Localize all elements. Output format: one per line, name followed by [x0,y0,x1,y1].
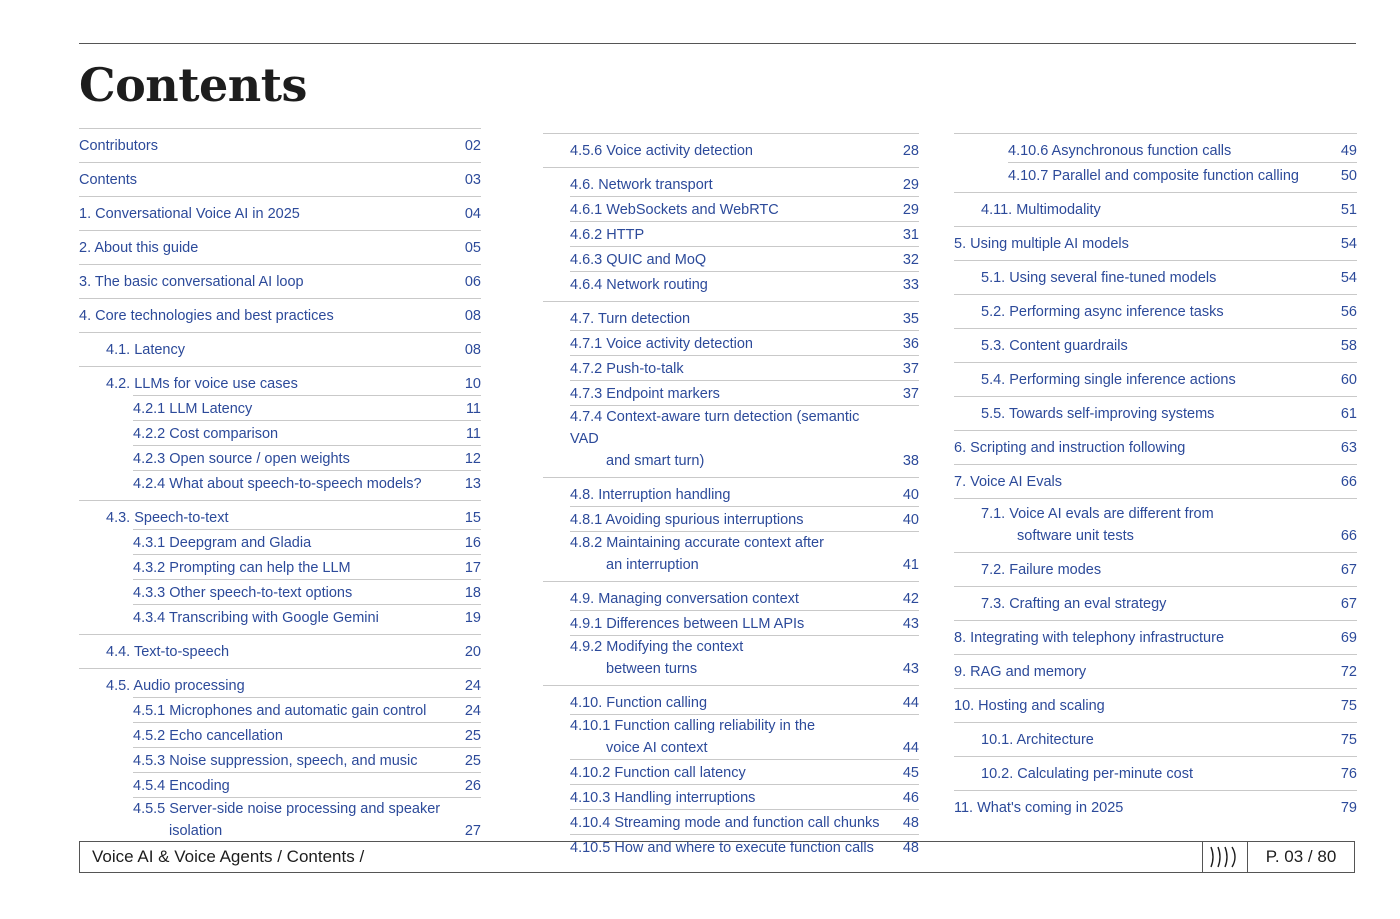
toc-entry[interactable] [570,355,919,380]
toc-entry-page: 63 [1340,440,1357,456]
toc-entry[interactable] [981,367,1357,391]
toc-entry-page: 18 [464,585,481,601]
toc-entry-page: 42 [902,591,919,607]
toc-entry-title: 4.2. LLMs for voice use cases [106,376,298,392]
toc-entry-title: 7. Voice AI Evals [954,474,1063,490]
toc-entry[interactable] [570,246,919,271]
toc-entry-page: 11 [465,401,481,417]
toc-entry-title: 2. About this guide [79,240,199,256]
toc-entry[interactable] [133,747,481,772]
page-number: P. 03 / 80 [1265,847,1337,866]
toc-entry-page: 29 [902,202,919,218]
toc-entry-title: 4.8.1 Avoiding spurious interruptions [570,512,804,528]
toc-entry-page: 48 [902,840,919,856]
toc-entry[interactable] [570,221,919,246]
toc-entry-page: 75 [1340,698,1357,714]
toc-entry-page: 40 [902,487,919,503]
toc-entry-title: 4.6.4 Network routing [570,277,708,293]
toc-entry-page: 41 [902,557,919,573]
toc-group [954,654,1357,688]
toc-entry-title: 4.1. Latency [106,342,185,358]
toc-entry-page: 19 [464,610,481,626]
toc-entry-page: 44 [902,740,919,756]
toc-entry-page: 26 [464,778,481,794]
toc-group [543,685,919,864]
toc-entry[interactable] [1008,162,1357,187]
toc-entry-page: 56 [1340,304,1357,320]
toc-entry-title: 4.10.4 Streaming mode and function call chunks [570,815,880,831]
toc-entry-title: 4.3. Speech-to-text [106,510,229,526]
toc-entry-page: 10 [464,376,481,392]
toc-entry[interactable] [570,482,919,506]
toc-group [79,196,481,230]
toc-group [954,552,1357,586]
toc-entry-page: 15 [464,510,481,526]
toc-entry[interactable] [133,529,481,554]
toc-entry[interactable] [981,333,1357,357]
toc-entry-title: 7.2. Failure modes [981,562,1102,578]
toc-entry-page: 79 [1340,800,1357,816]
toc-entry-page: 43 [902,616,919,632]
toc-entry-page: 04 [464,206,481,222]
toc-group [954,396,1357,430]
toc-entry-title: 5.5. Towards self-improving systems [981,406,1215,422]
toc-entry-page: 20 [464,644,481,660]
toc-entry-title: 8. Integrating with telephony infrastructure [954,630,1225,646]
toc-entry-page: 44 [902,695,919,711]
toc-entry[interactable] [570,531,919,576]
toc-entry[interactable] [570,809,919,834]
toc-entry[interactable] [981,197,1357,221]
toc-group [954,790,1357,824]
toc-entry[interactable] [79,269,481,293]
toc-entry-title: 7.3. Crafting an eval strategy [981,596,1167,612]
toc-entry-page: 69 [1340,630,1357,646]
page-title: Contents [79,58,307,112]
toc-group [954,192,1357,226]
toc-group [79,668,481,847]
toc-entry[interactable] [570,405,919,472]
toc-entry[interactable] [79,133,481,157]
toc-entry[interactable] [133,579,481,604]
toc-entry-title: 4.10.1 Function calling reliability in the voice AI context [570,718,816,756]
toc-group [79,264,481,298]
toc-entry-title: 5.2. Performing async inference tasks [981,304,1224,320]
toc-entry-page: 24 [464,703,481,719]
toc-entry-page: 50 [1340,168,1357,184]
toc-group [543,301,919,477]
toc-entry-page: 03 [464,172,481,188]
toc-entry-page: 02 [464,138,481,154]
toc-entry-title: 4.5.2 Echo cancellation [133,728,283,744]
toc-entry[interactable] [981,265,1357,289]
toc-entry[interactable] [133,722,481,747]
toc-entry-title: 4.5.4 Encoding [133,778,230,794]
toc-entry-page: 31 [902,227,919,243]
toc-entry[interactable] [133,420,481,445]
toc-group [954,722,1357,756]
toc-entry-title: 7.1. Voice AI evals are different from software unit tests [981,506,1214,544]
toc-entry-page: 40 [902,512,919,528]
toc-entry-title: 4.7.3 Endpoint markers [570,386,720,402]
toc-entry-title: 4.7.4 Context-aware turn detection (semantic VAD and smart turn) [570,409,860,469]
toc-entry-title: 4.2.2 Cost comparison [133,426,279,442]
toc-column-2 [543,133,919,864]
toc-entry-page: 11 [465,426,481,442]
toc-entry-title: 4.7.2 Push-to-talk [570,361,684,377]
toc-group [954,328,1357,362]
toc-entry[interactable] [570,172,919,196]
toc-entry-page: 12 [464,451,481,467]
toc-entry[interactable] [570,138,919,162]
toc-entry-title: 4.11. Multimodality [981,202,1101,218]
toc-entry-page: 61 [1340,406,1357,422]
toc-entry[interactable] [570,506,919,531]
toc-entry-title: 5.4. Performing single inference actions [981,372,1236,388]
toc-entry-page: 08 [464,342,481,358]
toc-entry[interactable] [954,231,1357,255]
toc-entry-page: 35 [902,311,919,327]
toc-entry-title: 4.2.1 LLM Latency [133,401,253,417]
toc-entry-page: 38 [902,453,919,469]
toc-entry-title: 4.3.4 Transcribing with Google Gemini [133,610,379,626]
toc-entry-title: 3. The basic conversational AI loop [79,274,304,290]
toc-entry-title: 5.1. Using several fine-tuned models [981,270,1217,286]
toc-entry[interactable] [106,371,481,395]
toc-entry-page: 37 [902,361,919,377]
toc-entry-page: 46 [902,790,919,806]
toc-entry-page: 37 [902,386,919,402]
toc-group [79,332,481,366]
toc-entry-title: 4.6. Network transport [570,177,713,193]
toc-entry-title: 9. RAG and memory [954,664,1087,680]
toc-entry-title: 4.5.1 Microphones and automatic gain control [133,703,427,719]
toc-entry[interactable] [106,337,481,361]
toc-entry[interactable] [79,201,481,225]
toc-entry[interactable] [133,604,481,629]
toc-entry-page: 13 [464,476,481,492]
toc-entry-title: 5. Using multiple AI models [954,236,1129,252]
toc-entry-page: 25 [464,753,481,769]
toc-column-3 [954,133,1357,824]
toc-group [954,133,1357,192]
toc-entry-title: 4.3.1 Deepgram and Gladia [133,535,312,551]
toc-entry[interactable] [981,761,1357,785]
toc-entry-title: 5.3. Content guardrails [981,338,1128,354]
toc-entry-page: 36 [902,336,919,352]
toc-group [79,128,481,162]
breadcrumb: Voice AI & Voice Agents / Contents / [92,847,365,866]
toc-entry-page: 49 [1340,143,1357,159]
toc-entry[interactable] [981,401,1357,425]
toc-entry[interactable] [570,635,919,680]
toc-entry[interactable] [570,330,919,355]
toc-entry-title: 4.2.4 What about speech-to-speech models? [133,476,422,492]
toc-entry[interactable] [981,591,1357,615]
toc-group [954,294,1357,328]
toc-group [79,162,481,196]
toc-entry-page: 67 [1340,596,1357,612]
toc-entry[interactable] [570,714,919,759]
toc-entry[interactable] [570,784,919,809]
toc-entry-title: Contributors [79,138,158,154]
toc-entry[interactable] [79,167,481,191]
toc-entry-title: 4.3.2 Prompting can help the LLM [133,560,351,576]
toc-entry[interactable] [954,625,1357,649]
toc-entry-title: 4.7. Turn detection [570,311,691,327]
toc-entry[interactable] [570,196,919,221]
toc-entry-title: 4.8.2 Maintaining accurate context after an interruption [570,535,824,573]
toc-entry-title: 4.10.3 Handling interruptions [570,790,756,806]
toc-entry[interactable] [133,395,481,420]
toc-entry-page: 06 [464,274,481,290]
toc-entry-title: 4.9.2 Modifying the context between turns [570,639,744,677]
toc-entry-page: 54 [1340,270,1357,286]
toc-group [954,498,1357,552]
toc-entry-page: 75 [1340,732,1357,748]
toc-entry-page: 08 [464,308,481,324]
toc-entry[interactable] [981,727,1357,751]
toc-group [954,226,1357,260]
toc-entry-title: 4.3.3 Other speech-to-text options [133,585,353,601]
toc-entry-title: 4.6.3 QUIC and MoQ [570,252,707,268]
toc-entry-title: 4.10. Function calling [570,695,708,711]
toc-group [543,133,919,167]
toc-group [79,634,481,668]
toc-group [954,260,1357,294]
toc-entry-title: 10.1. Architecture [981,732,1094,748]
toc-group [954,362,1357,396]
toc-entry[interactable] [954,435,1357,459]
toc-entry-title: 4.5.3 Noise suppression, speech, and music [133,753,418,769]
toc-entry-title: 4. Core technologies and best practices [79,308,334,324]
toc-entry-page: 24 [464,678,481,694]
toc-entry-page: 67 [1340,562,1357,578]
toc-entry[interactable] [570,380,919,405]
toc-group [954,430,1357,464]
toc-entry[interactable] [570,690,919,714]
toc-entry-title: 4.5. Audio processing [106,678,245,694]
toc-entry[interactable] [570,610,919,635]
toc-entry-page: 25 [464,728,481,744]
toc-column-1 [79,128,481,847]
toc-entry[interactable] [133,445,481,470]
toc-group [543,167,919,301]
toc-entry-title: 1. Conversational Voice AI in 2025 [79,206,300,222]
toc-entry-page: 45 [902,765,919,781]
toc-group [79,230,481,264]
toc-entry-title: 4.7.1 Voice activity detection [570,336,753,352]
toc-entry[interactable] [954,795,1357,819]
toc-entry-title: 4.5.5 Server-side noise processing and speaker isolation [133,801,441,839]
toc-entry-page: 66 [1340,474,1357,490]
toc-group [79,366,481,500]
toc-entry-page: 58 [1340,338,1357,354]
toc-entry-page: 51 [1340,202,1357,218]
toc-entry-page: 32 [902,252,919,268]
toc-entry[interactable] [79,235,481,259]
toc-entry[interactable] [133,554,481,579]
toc-entry-title: 4.6.1 WebSockets and WebRTC [570,202,779,218]
toc-entry[interactable] [133,470,481,495]
toc-entry-title: Contents [79,172,138,188]
top-rule [79,43,1356,44]
toc-entry-title: 11. What's coming in 2025 [954,800,1124,816]
toc-entry[interactable] [570,271,919,296]
toc-group [954,464,1357,498]
toc-entry[interactable] [1008,138,1357,162]
toc-entry-page: 48 [902,815,919,831]
toc-entry-title: 4.10.6 Asynchronous function calls [1008,143,1232,159]
toc-entry[interactable] [981,557,1357,581]
toc-entry-title: 4.8. Interruption handling [570,487,731,503]
toc-entry-title: 4.10.5 How and where to execute function calls [570,840,874,856]
toc-entry[interactable] [106,639,481,663]
toc-entry-page: 28 [902,143,919,159]
toc-entry[interactable] [981,299,1357,323]
toc-entry-page: 29 [902,177,919,193]
toc-group [954,586,1357,620]
toc-entry-page: 16 [464,535,481,551]
toc-entry-page: 76 [1340,766,1357,782]
toc-entry-page: 33 [902,277,919,293]
toc-entry-title: 4.9.1 Differences between LLM APIs [570,616,805,632]
toc-entry-page: 54 [1340,236,1357,252]
toc-entry[interactable] [133,697,481,722]
toc-entry-title: 4.9. Managing conversation context [570,591,799,607]
toc-entry-title: 4.5.6 Voice activity detection [570,143,753,159]
toc-entry[interactable] [954,659,1357,683]
toc-entry-page: 17 [464,560,481,576]
toc-group [543,477,919,581]
toc-group [79,500,481,634]
toc-entry-page: 66 [1340,528,1357,544]
toc-entry-title: 4.4. Text-to-speech [106,644,230,660]
toc-entry[interactable] [570,586,919,610]
toc-entry-page: 05 [464,240,481,256]
toc-entry[interactable] [954,693,1357,717]
toc-entry-page: 72 [1340,664,1357,680]
toc-entry[interactable] [954,469,1357,493]
toc-entry[interactable] [570,759,919,784]
toc-entry[interactable] [133,772,481,797]
toc-group [79,298,481,332]
toc-group [954,620,1357,654]
toc-entry-title: 10. Hosting and scaling [954,698,1105,714]
toc-entry-title: 6. Scripting and instruction following [954,440,1186,456]
toc-group [954,688,1357,722]
toc-group [543,581,919,685]
toc-entry-page: 27 [464,823,481,839]
toc-group [954,756,1357,790]
toc-entry-title: 4.2.3 Open source / open weights [133,451,350,467]
toc-entry-title: 4.10.2 Function call latency [570,765,746,781]
toc-entry-title: 4.6.2 HTTP [570,227,645,243]
toc-entry[interactable] [106,505,481,529]
toc-entry[interactable] [981,503,1357,547]
toc-entry-title: 10.2. Calculating per-minute cost [981,766,1193,782]
toc-entry-title: 4.10.7 Parallel and composite function calling [1008,168,1299,184]
toc-entry[interactable] [106,673,481,697]
toc-entry-page: 43 [902,661,919,677]
toc-entry[interactable] [79,303,481,327]
toc-entry-page: 60 [1340,372,1357,388]
toc-entry[interactable] [570,306,919,330]
toc-entry[interactable] [133,797,481,842]
wave-slashes-icon [1202,842,1248,872]
page-footer [79,841,1355,873]
